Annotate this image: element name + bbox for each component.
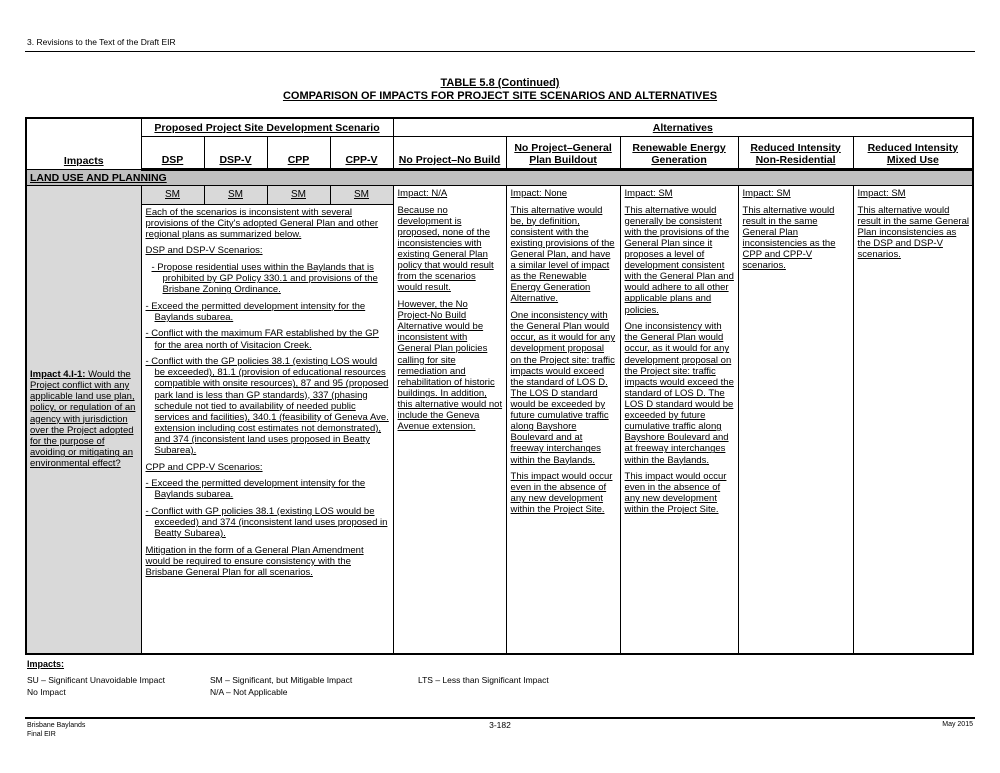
- paragraph: DSP and DSP-V Scenarios:: [145, 245, 263, 257]
- rating-cpp: SM: [267, 185, 330, 204]
- impact-rating-line: Impact: SM: [857, 187, 906, 199]
- paragraph: This alternative would be, by definition, consistent with the existing provisions of the General Plan, and have a similar level of impact as the Renewable Energy Generation Alternative.: [510, 204, 615, 305]
- running-header: 3. Revisions to the Text of the Draft EIR: [27, 37, 176, 47]
- impact-rating-line: Impact: N/A: [397, 187, 448, 199]
- paragraph: One inconsistency with the General Plan would occur, as it would for any development proposal on the Project site: traffic impacts would exceed the standard of LOS D. The LOS D standard would be exceeded by future cumulative traffic along Bayshore Boulevard and at freeway interchanges within the Baylands.: [510, 310, 616, 466]
- impact-rating-line: Impact: SM: [624, 187, 673, 199]
- paragraph: Each of the scenarios is inconsistent with several provisions of the City's adopted General Plan and other regional plans as summarized below.: [145, 206, 379, 240]
- group-header-scenarios: Proposed Project Site Development Scenario: [141, 118, 393, 136]
- rating-cpp-v: SM: [330, 185, 393, 204]
- paragraph: - Exceed the permitted development intensity for the Baylands subarea.: [145, 478, 366, 501]
- impact-rating-line: Impact: None: [510, 187, 568, 199]
- col-header-no-project-no-build: No Project–No Build: [393, 136, 506, 169]
- paragraph: - Conflict with the maximum FAR established by the GP for the area north of Visitacion Creek.: [145, 328, 379, 351]
- paragraph: This alternative would result in the same General Plan inconsistencies as the CPP and CPP-V scenarios.: [742, 204, 836, 272]
- impact-number-label: Impact 4.I-1:: [30, 368, 86, 380]
- alt-paragraphs: [858, 205, 970, 261]
- paragraph: - Conflict with the GP policies 38.1 (existing LOS would be exceeded), 81.1 (provision of educational resources compatible with onsite resources), 87 and 95 (proposed park land is less than GP standards), 337 (phasing schedule not tied to availability of needed public services and facilities), 340.1 (feasibility of Geneva Ave. extension including cost estimates not demonstrated), and 374 (inconsistent land uses proposed in Beatty Subarea).: [145, 356, 389, 457]
- paragraph: - Conflict with GP policies 38.1 (existing LOS would be exceeded) and 374 (inconsistent land uses proposed in Beatty Subarea).: [145, 506, 388, 540]
- impact-description-cell: [26, 185, 141, 654]
- legend-entry-lts: LTS – Less than Significant Impact: [418, 674, 549, 685]
- legend-entry-su: SU – Significant Unavoidable Impact: [27, 674, 165, 685]
- alt-paragraphs: [625, 205, 735, 516]
- running-header-rule: [25, 51, 975, 52]
- col-header-reduced-nonresidential: Reduced Intensity Non-Residential: [738, 136, 853, 169]
- impact-rating-line: Impact: SM: [742, 187, 791, 199]
- footer-date: May 2015: [942, 721, 973, 728]
- col-header-renewable-energy: Renewable Energy Generation: [620, 136, 738, 169]
- scenario-detail-paragraphs: [146, 207, 390, 579]
- legend-title: Impacts:: [27, 659, 65, 669]
- alt-cell-renewable-energy: [620, 185, 738, 654]
- legend-entry-sm: SM – Significant, but Mitigable Impact: [210, 674, 353, 685]
- group-header-alternatives: Alternatives: [393, 118, 973, 136]
- table-title-line2: COMPARISON OF IMPACTS FOR PROJECT SITE SCENARIOS AND ALTERNATIVES: [282, 89, 718, 102]
- rating-dsp: SM: [141, 185, 204, 204]
- alt-paragraphs: [398, 205, 503, 433]
- paragraph: - Exceed the permitted development intensity for the Baylands subarea.: [145, 300, 366, 323]
- col-header-no-project-gp-buildout: No Project–General Plan Buildout: [506, 136, 620, 169]
- footer-rule: [25, 717, 975, 719]
- alt-cell-reduced-nonresidential: [738, 185, 853, 654]
- paragraph: This impact would occur even in the absence of any new development within the Project Site.: [624, 471, 727, 516]
- col-header-reduced-mixed-use: Reduced Intensity Mixed Use: [853, 136, 973, 169]
- legend-grid: [27, 675, 549, 698]
- scenario-detail-cell: [141, 204, 393, 654]
- footer-document-name: Final EIR: [27, 731, 56, 739]
- impact-question-text: Would the Project conflict with any applicable land use plan, policy, or regulation of an agency with jurisdiction over the Project adopted for the purpose of avoiding or mitigating an environmental effect?: [30, 368, 136, 470]
- legend-entry-no-impact: No Impact: [27, 686, 66, 697]
- table-title: [0, 77, 1000, 103]
- alt-paragraphs: [511, 205, 617, 516]
- col-header-impacts: Impacts: [26, 118, 141, 169]
- paragraph: However, the No Project-No Build Alternative would be inconsistent with General Plan policies calling for site remediation and rehabilitation of historic buildings. In addition, this alternative would not include the Geneva Avenue extension.: [397, 298, 503, 433]
- page-number: 3-182: [489, 720, 511, 730]
- col-header-cpp-v: CPP-V: [330, 136, 393, 169]
- paragraph: Because no development is proposed, none of the inconsistencies with existing General Plan policy that would result from the scenarios would result.: [397, 204, 494, 294]
- legend-entry-na: N/A – Not Applicable: [210, 686, 288, 697]
- alt-cell-no-project-gp-buildout: [506, 185, 620, 654]
- rating-dsp-v: SM: [204, 185, 267, 204]
- table-title-line1: TABLE 5.8 (Continued): [440, 77, 560, 89]
- paragraph: - Propose residential uses within the Baylands that is prohibited by GP Policy 330.1 and provisions of the Brisbane Zoning Ordinance.: [151, 261, 378, 296]
- paragraph: CPP and CPP-V Scenarios:: [145, 461, 263, 473]
- col-header-dsp: DSP: [141, 136, 204, 169]
- footer-project-name: Brisbane Baylands: [27, 722, 86, 729]
- col-header-cpp: CPP: [267, 136, 330, 169]
- paragraph: This alternative would generally be consistent with the provisions of the General Plan since it proposes a level of development consistent with the General Plan and would adhere to all other applicable plans and policies.: [624, 204, 734, 316]
- col-header-dsp-v: DSP-V: [204, 136, 267, 169]
- impacts-legend: [27, 659, 549, 698]
- section-header-land-use: LAND USE AND PLANNING: [26, 169, 973, 185]
- alt-cell-reduced-mixed-use: [853, 185, 973, 654]
- paragraph: This impact would occur even in the absence of any new development within the Project Site.: [510, 471, 613, 516]
- paragraph: This alternative would result in the same General Plan inconsistencies as the DSP and DSP-V scenarios.: [857, 204, 969, 261]
- paragraph: Mitigation in the form of a General Plan Amendment would be required to ensure consistency with the Brisbane General Plan for all scenarios.: [145, 544, 364, 579]
- alt-paragraphs: [743, 205, 850, 272]
- paragraph: One inconsistency with the General Plan would occur, as it would for any development proposal on the Project site: traffic impacts would exceed the standard of LOS D. The LOS D standard would be exceeded by future cumulative traffic along Bayshore Boulevard and at freeway interchanges within the Baylands.: [624, 321, 734, 466]
- alt-cell-no-project-no-build: [393, 185, 506, 654]
- comparison-table: [25, 117, 974, 655]
